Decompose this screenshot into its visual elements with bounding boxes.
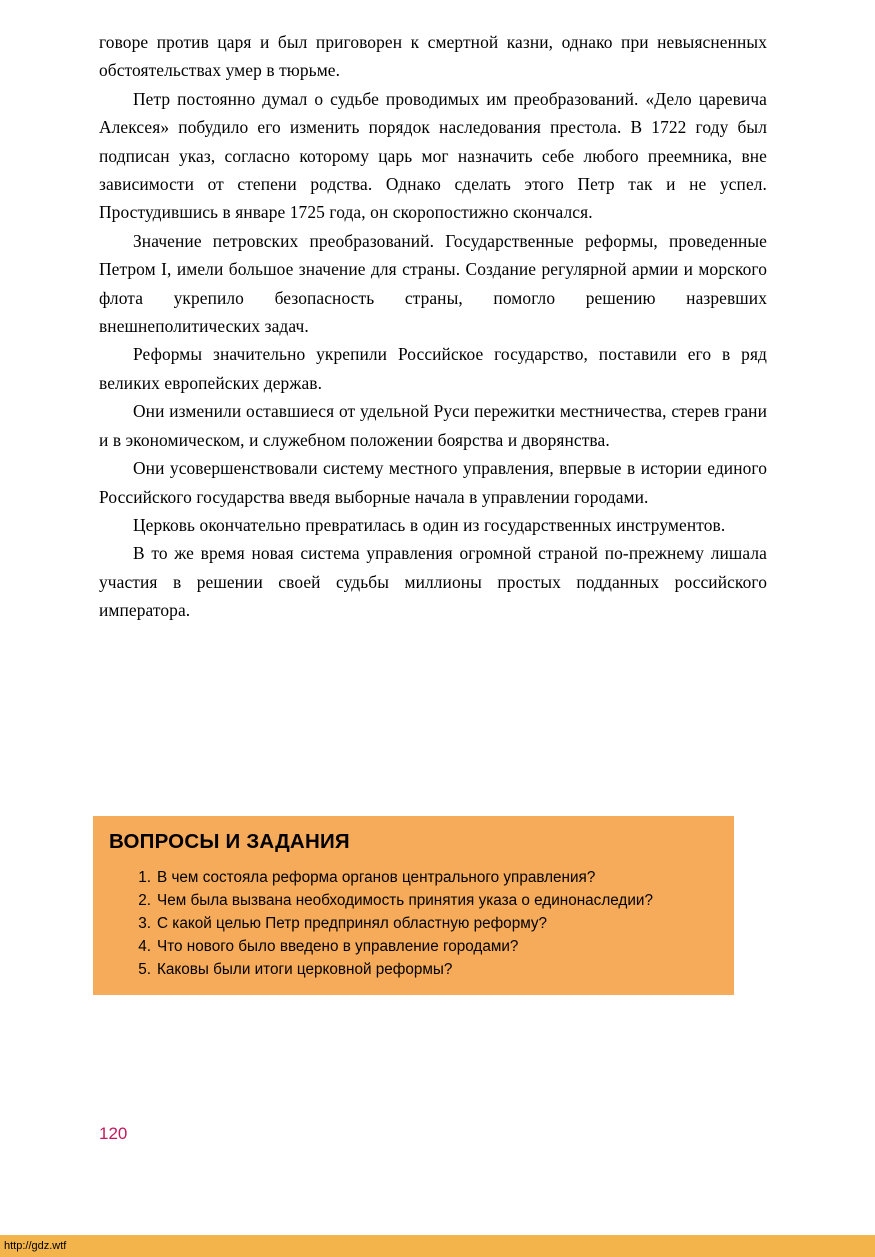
list-item-text: В чем состояла реформа органов центрального управления? <box>157 869 596 886</box>
body-text-column <box>99 28 767 625</box>
paragraph: Петр постоянно думал о судьбе проводимых им преобразований. «Дело царевича Алексея» побудило его изменить порядок наследования престола. В 1722 году был подписан указ, согласно которому царь мог назначить себе любого преемника, вне зависимости от степени родства. Однако сделать этого Петр так и не успел. Простудившись в январе 1725 года, он скоропостижно скончался. <box>99 88 767 223</box>
list-item-text: Каковы были итоги церковной реформы? <box>157 961 453 978</box>
list-item-number: 2. <box>138 892 151 909</box>
paragraph: В то же время новая система управления огромной страной по-прежнему лишала участия в решении своей судьбы миллионы простых подданных российского императора. <box>99 543 767 621</box>
list-item-number: 4. <box>138 938 151 955</box>
paragraph: Церковь окончательно превратилась в один из государственных инструментов. <box>133 514 726 535</box>
list-item-number: 5. <box>138 961 151 978</box>
page-number: 120 <box>99 1124 128 1143</box>
list-item-number: 1. <box>138 869 151 886</box>
list-item-text: С какой целью Петр предпринял областную реформу? <box>157 915 548 932</box>
questions-box <box>93 816 734 995</box>
list-item <box>93 866 734 889</box>
list-item-number: 3. <box>138 915 151 932</box>
paragraph: Они усовершенствовали систему местного управления, впервые в истории единого Российского государства введя выборные начала в управлении городами. <box>99 458 767 507</box>
footer-source-link[interactable]: http://gdz.wtf <box>4 1240 67 1252</box>
paragraph: Они изменили оставшиеся от удельной Руси пережитки местничества, стерев грани и в экономическом, и служебном положении боярства и дворянства. <box>99 401 767 450</box>
list-item-text: Чем была вызвана необходимость принятия указа о единонаследии? <box>157 892 653 909</box>
footer-bar <box>0 1235 875 1257</box>
paragraph: Реформы значительно укрепили Российское государство, поставили его в ряд великих европейских держав. <box>99 344 767 393</box>
list-item <box>93 935 734 958</box>
questions-list <box>93 866 734 995</box>
list-item <box>93 889 734 912</box>
list-item <box>93 958 734 981</box>
list-item-text: Что нового было введено в управление городами? <box>157 938 519 955</box>
paragraph: говоре против царя и был приговорен к смертной казни, однако при невыясненных обстоятельствах умер в тюрьме. <box>99 32 767 81</box>
questions-box-title: ВОПРОСЫ И ЗАДАНИЯ <box>109 830 350 853</box>
list-item <box>93 912 734 935</box>
paragraph: Значение петровских преобразований. Государственные реформы, проведенные Петром I, имели большое значение для страны. Создание регулярной армии и морского флота укрепило безопасность страны, помогло решению назревших внешнеполитических задач. <box>99 230 767 337</box>
